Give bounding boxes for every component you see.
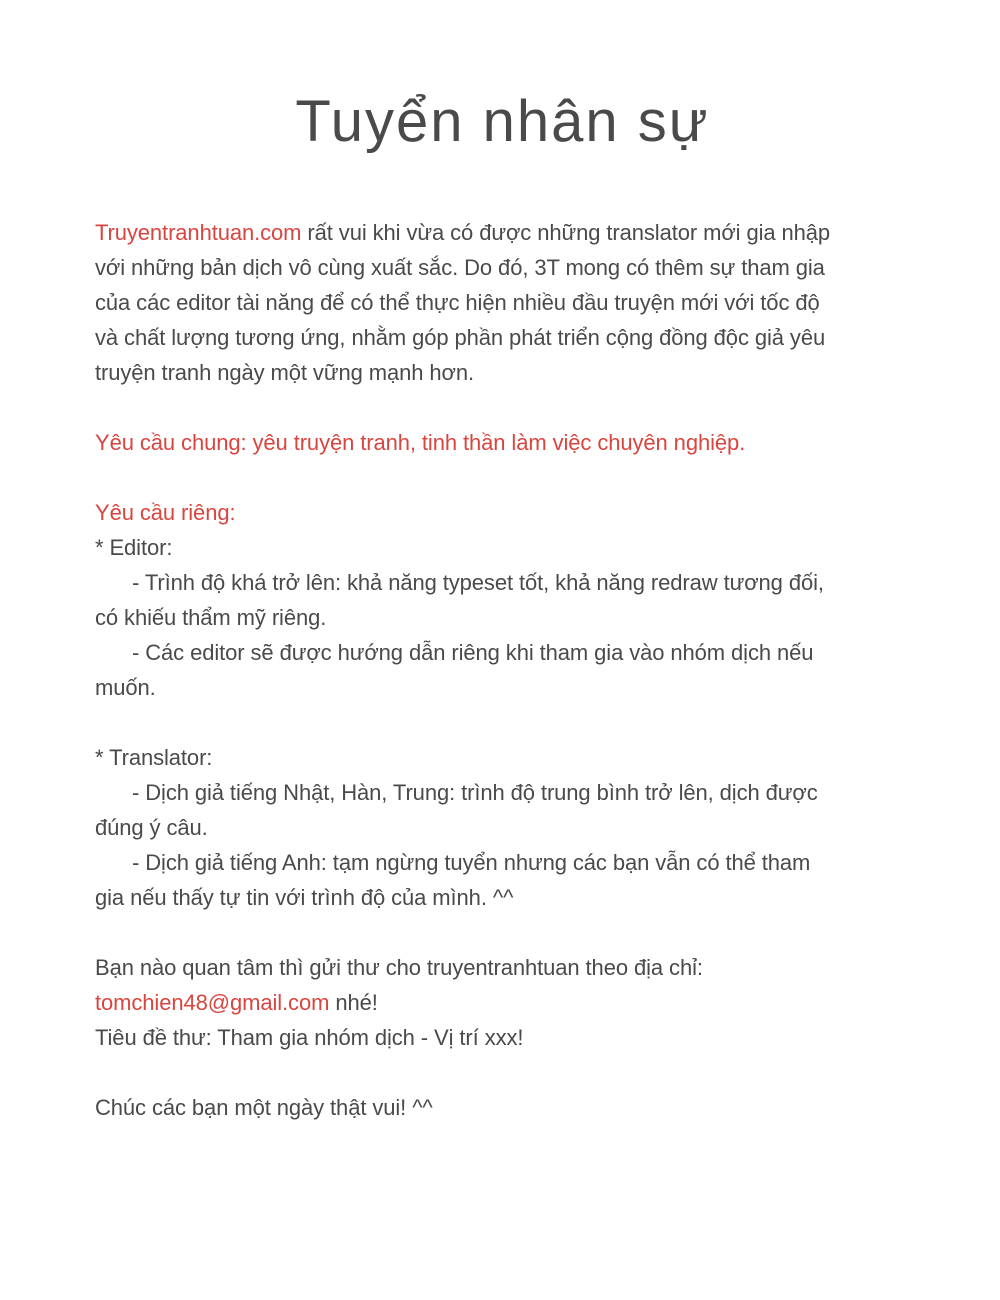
text-segment: truyện tranh ngày một vững mạnh hơn.	[95, 360, 474, 385]
text-segment: nhé!	[329, 990, 378, 1015]
text-line	[95, 355, 910, 390]
text-segment: Chúc các bạn một ngày thật vui! ^^	[95, 1095, 433, 1120]
text-segment: Yêu cầu chung: yêu truyện tranh, tinh thần làm việc chuyên nghiệp.	[95, 430, 746, 455]
text-line	[95, 1090, 910, 1125]
text-segment: - Dịch giả tiếng Anh: tạm ngừng tuyển nhưng các bạn vẫn có thể tham	[132, 850, 811, 875]
text-line	[95, 530, 910, 565]
text-line	[95, 880, 910, 915]
text-line	[95, 810, 910, 845]
text-line	[95, 320, 910, 355]
contact-info	[95, 950, 910, 1055]
text-segment: * Translator:	[95, 745, 213, 770]
text-line	[95, 425, 910, 460]
text-segment: gia nếu thấy tự tin với trình độ của mình. ^^	[95, 885, 514, 910]
email-link[interactable]: tomchien48@gmail.com	[95, 990, 330, 1015]
text-segment: * Editor:	[95, 535, 173, 560]
text-line	[95, 600, 910, 635]
text-segment: của các editor tài năng để có thể thực hiện nhiều đầu truyện mới với tốc độ	[95, 290, 820, 315]
text-segment: Bạn nào quan tâm thì gửi thư cho truyentranhtuan theo địa chỉ:	[95, 955, 703, 980]
text-line	[95, 670, 910, 705]
text-line	[95, 565, 910, 600]
text-segment: Tiêu đề thư: Tham gia nhóm dịch - Vị trí xxx!	[95, 1025, 524, 1050]
text-segment: với những bản dịch vô cùng xuất sắc. Do đó, 3T mong có thêm sự tham gia	[95, 255, 825, 280]
specific-requirements-editor	[95, 495, 910, 705]
truyentranhtuan-link[interactable]: Truyentranhtuan.com	[95, 220, 302, 245]
text-line	[95, 740, 910, 775]
text-line	[95, 1020, 910, 1055]
text-segment: Yêu cầu riêng:	[95, 500, 236, 525]
text-line	[95, 985, 910, 1020]
text-segment: - Trình độ khá trở lên: khả năng typeset tốt, khả năng redraw tương đối,	[132, 570, 824, 595]
text-segment: và chất lượng tương ứng, nhằm góp phần phát triển cộng đồng độc giả yêu	[95, 325, 826, 350]
text-segment: - Dịch giả tiếng Nhật, Hàn, Trung: trình độ trung bình trở lên, dịch được	[132, 780, 818, 805]
document-body	[95, 215, 910, 1125]
document-title: Tuyển nhân sự	[295, 89, 710, 154]
text-line	[95, 215, 910, 250]
text-segment: - Các editor sẽ được hướng dẫn riêng khi tham gia vào nhóm dịch nếu	[132, 640, 814, 665]
text-line	[95, 495, 910, 530]
text-segment: đúng ý câu.	[95, 815, 208, 840]
text-line	[95, 775, 910, 810]
text-line	[95, 635, 910, 670]
text-segment: muốn.	[95, 675, 156, 700]
general-requirements	[95, 425, 910, 460]
text-segment: có khiếu thẩm mỹ riêng.	[95, 605, 327, 630]
text-line	[95, 950, 910, 985]
text-line	[95, 845, 910, 880]
text-line	[95, 285, 910, 320]
specific-requirements-translator	[95, 740, 910, 915]
closing	[95, 1090, 910, 1125]
text-line	[95, 250, 910, 285]
text-segment: rất vui khi vừa có được những translator mới gia nhập	[301, 220, 831, 245]
intro-paragraph	[95, 215, 910, 390]
